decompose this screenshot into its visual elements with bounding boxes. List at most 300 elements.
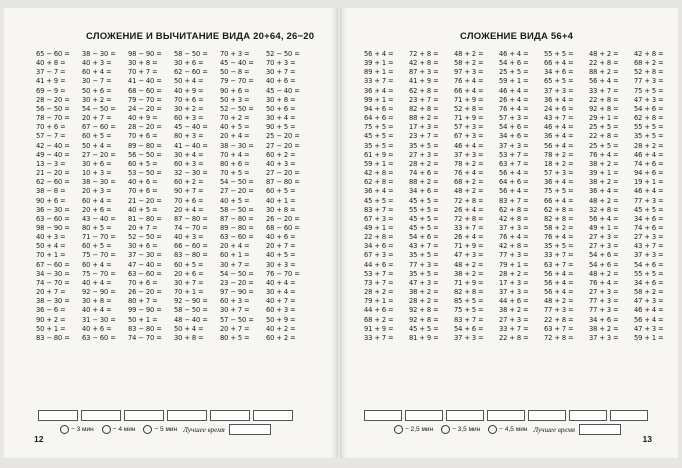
exercise-item: 45 + 5 = xyxy=(634,205,664,214)
exercise-item: 56 + 4 = xyxy=(499,187,529,196)
exercise-item: 57 + 3 = xyxy=(499,114,529,123)
exercise-item: 68 + 2 = xyxy=(634,59,664,68)
exercise-item: 26 + 4 = xyxy=(454,233,484,242)
exercise-item: 34 + 6 = xyxy=(634,214,664,223)
exercise-item: 52 − 50 = xyxy=(220,104,254,113)
exercise-item: 40 + 6 = xyxy=(128,178,158,187)
exercise-item: 35 + 5 = xyxy=(409,269,439,278)
exercise-item: 36 + 4 = xyxy=(544,95,574,104)
exercise-item: 74 − 70 = xyxy=(36,278,70,287)
exercise-item: 62 + 8 = xyxy=(544,205,574,214)
exercise-item: 52 − 50 = xyxy=(266,50,300,58)
exercise-item: 40 + 8 = xyxy=(36,59,66,68)
exercise-item: 68 + 2 = xyxy=(364,315,394,324)
exercise-item: 40 + 9 = xyxy=(128,114,158,123)
exercise-item: 77 + 3 = xyxy=(409,260,439,269)
exercise-item: 57 + 3 = xyxy=(544,169,574,178)
exercise-item: 70 + 2 = xyxy=(220,114,250,123)
exercise-item: 30 + 7 = xyxy=(174,278,204,287)
exercise-item: 36 − 30 = xyxy=(36,205,70,214)
exercise-item: 40 + 5 = xyxy=(220,123,250,132)
exercise-item: 46 + 4 = xyxy=(634,306,664,315)
exercise-item: 30 + 8 = xyxy=(266,205,296,214)
exercise-column xyxy=(364,50,409,343)
exercise-item: 20 + 7 = xyxy=(82,114,112,123)
exercise-item: 20 + 4 = xyxy=(220,242,250,251)
exercise-item: 58 + 2 = xyxy=(544,223,574,232)
exercise-item: 60 + 5 = xyxy=(128,159,158,168)
exercise-item: 21 − 20 = xyxy=(128,196,162,205)
time-answer-box[interactable] xyxy=(124,410,164,421)
exercise-item: 40 + 5 = xyxy=(128,205,158,214)
exercise-item: 46 + 4 = xyxy=(499,50,529,58)
exercise-item: 20 + 7 = xyxy=(266,242,296,251)
exercise-item: 48 + 2 = xyxy=(589,50,619,58)
exercise-item: 47 + 3 = xyxy=(634,95,664,104)
exercise-item: 33 + 7 = xyxy=(589,86,619,95)
legend-time-1: − 2,5 мин xyxy=(405,426,434,433)
exercise-item: 77 + 3 = xyxy=(589,306,619,315)
exercise-item: 27 + 3 = xyxy=(589,242,619,251)
exercise-item: 60 + 3 = xyxy=(174,159,204,168)
exercise-item: 25 + 5 = xyxy=(589,141,619,150)
exercise-item: 57 + 3 = xyxy=(454,123,484,132)
answer-boxes xyxy=(364,410,651,421)
exercise-item: 80 + 5 = xyxy=(220,333,250,342)
timing-legend xyxy=(392,424,621,435)
time-answer-box[interactable] xyxy=(81,410,121,421)
exercise-item: 32 − 30 = xyxy=(174,169,208,178)
exercise-item: 50 + 6 = xyxy=(266,104,296,113)
exercise-item: 36 − 6 = xyxy=(36,306,66,315)
exercise-item: 70 + 4 = xyxy=(220,150,250,159)
exercise-item: 62 − 60 = xyxy=(174,68,208,77)
exercise-item: 50 + 4 = xyxy=(82,141,112,150)
exercise-item: 63 − 60 = xyxy=(128,269,162,278)
time-answer-box[interactable] xyxy=(569,410,607,421)
exercise-item: 59 + 1 = xyxy=(364,159,394,168)
exercise-item: 27 − 20 = xyxy=(82,150,116,159)
exercise-item: 88 + 2 = xyxy=(409,178,439,187)
exercise-item: 55 + 5 = xyxy=(634,269,664,278)
exercise-item: 69 − 9 = xyxy=(36,86,66,95)
exercise-item: 74 + 6 = xyxy=(634,223,664,232)
exercise-item: 48 + 2 = xyxy=(454,50,484,58)
exercise-item: 89 − 80 = xyxy=(128,141,162,150)
exercise-item: 26 − 20 = xyxy=(128,288,162,297)
exercise-item: 40 + 6 = xyxy=(82,324,112,333)
exercise-item: 54 + 6 = xyxy=(499,123,529,132)
exercise-item: 71 + 9 = xyxy=(454,242,484,251)
exercise-item: 92 − 90 = xyxy=(82,288,116,297)
exercise-item: 70 + 1 = xyxy=(174,288,204,297)
exercise-item: 40 + 4 = xyxy=(266,278,296,287)
exercise-item: 38 + 2 = xyxy=(454,269,484,278)
legend-time-1: − 3 мин xyxy=(71,426,94,433)
exercise-item: 19 + 1 = xyxy=(634,178,664,187)
exercise-item: 52 − 50 = xyxy=(128,233,162,242)
exercise-item: 67 + 3 = xyxy=(364,251,394,260)
exercise-item: 92 − 90 = xyxy=(174,297,208,306)
best-time-label: Лучшее время xyxy=(533,425,576,434)
time-answer-box[interactable] xyxy=(167,410,207,421)
exercise-item: 30 + 6 = xyxy=(174,59,204,68)
exercise-item: 28 − 20 = xyxy=(36,95,70,104)
exercise-item: 26 + 4 = xyxy=(499,95,529,104)
exercise-item: 68 − 60 = xyxy=(128,86,162,95)
exercise-item: 62 + 8 = xyxy=(364,178,394,187)
exercise-item: 45 + 5 = xyxy=(409,196,439,205)
exercise-item: 90 + 6 = xyxy=(36,196,66,205)
exercise-item: 66 + 4 = xyxy=(544,196,574,205)
exercise-item: 33 + 7 = xyxy=(499,324,529,333)
exercise-item: 71 + 9 = xyxy=(454,95,484,104)
exercise-item: 30 + 4 = xyxy=(266,114,296,123)
smile-sad-icon xyxy=(488,425,497,434)
exercise-item: 65 + 5 = xyxy=(544,77,574,86)
exercise-item: 62 + 8 = xyxy=(409,86,439,95)
right-page xyxy=(340,8,678,458)
exercise-item: 33 + 7 = xyxy=(364,333,394,342)
exercise-item: 37 + 3 = xyxy=(544,86,574,95)
exercise-item: 67 − 60 = xyxy=(36,260,70,269)
smile-neutral-icon xyxy=(102,425,111,434)
exercise-item: 66 + 4 = xyxy=(544,59,574,68)
exercise-item: 48 + 2 = xyxy=(454,187,484,196)
exercise-item: 20 + 7 = xyxy=(36,288,66,297)
exercise-item: 34 − 30 = xyxy=(36,269,70,278)
exercise-item: 56 + 4 = xyxy=(589,214,619,223)
exercise-item: 70 + 6 = xyxy=(128,132,158,141)
time-answer-box[interactable] xyxy=(405,410,443,421)
exercise-item: 37 + 3 = xyxy=(499,223,529,232)
exercise-item: 35 + 5 = xyxy=(634,132,664,141)
exercise-item: 22 + 8 = xyxy=(589,95,619,104)
exercise-item: 74 − 70 = xyxy=(174,223,208,232)
exercise-item: 40 + 1 = xyxy=(266,196,296,205)
exercise-item: 42 + 8 = xyxy=(634,50,664,58)
exercise-item: 47 − 40 = xyxy=(128,260,162,269)
exercise-column xyxy=(220,50,266,343)
exercise-item: 34 + 6 = xyxy=(544,68,574,77)
exercise-item: 98 − 90 = xyxy=(128,50,162,58)
exercise-item: 66 + 4 = xyxy=(454,86,484,95)
exercise-item: 47 + 3 = xyxy=(409,278,439,287)
exercise-item: 44 + 6 = xyxy=(364,306,394,315)
exercise-item: 40 + 6 = xyxy=(266,233,296,242)
page-title: СЛОЖЕНИЕ И ВЫЧИТАНИЕ ВИДА 20+64, 26−20 xyxy=(86,31,315,42)
exercise-item: 27 − 20 = xyxy=(266,141,300,150)
exercise-item: 56 − 50 = xyxy=(128,150,162,159)
best-time-box[interactable] xyxy=(229,424,271,435)
exercise-item: 61 + 9 = xyxy=(364,150,394,159)
exercise-item: 91 + 9 = xyxy=(364,324,394,333)
exercise-item: 81 − 80 = xyxy=(128,214,162,223)
exercise-item: 33 + 7 = xyxy=(544,251,574,260)
exercise-item: 60 + 5 = xyxy=(266,187,296,196)
exercise-item: 30 + 7 = xyxy=(220,260,250,269)
exercise-item: 49 + 1 = xyxy=(589,223,619,232)
exercise-item: 79 + 1 = xyxy=(499,260,529,269)
exercise-item: 54 + 6 = xyxy=(409,233,439,242)
exercise-item: 22 + 8 = xyxy=(499,333,529,342)
exercise-item: 37 + 3 = xyxy=(454,150,484,159)
exercise-item: 45 − 40 = xyxy=(266,86,300,95)
exercise-item: 76 + 4 = xyxy=(589,278,619,287)
exercise-item: 36 + 4 = xyxy=(544,132,574,141)
exercise-item: 50 + 1 = xyxy=(128,315,158,324)
exercise-item: 34 + 6 = xyxy=(634,278,664,287)
exercise-item: 72 + 8 = xyxy=(454,196,484,205)
exercise-item: 70 + 6 = xyxy=(128,187,158,196)
exercise-item: 50 − 8 = xyxy=(220,68,250,77)
exercise-item: 28 + 2 = xyxy=(409,297,439,306)
exercise-item: 76 + 4 = xyxy=(589,150,619,159)
exercise-item: 28 − 20 = xyxy=(128,123,162,132)
exercise-item: 85 + 5 = xyxy=(454,297,484,306)
exercise-item: 75 + 5 = xyxy=(634,86,664,95)
exercise-item: 83 − 80 = xyxy=(174,251,208,260)
exercise-item: 55 + 5 = xyxy=(409,205,439,214)
exercise-item: 45 + 5 = xyxy=(364,196,394,205)
time-answer-box[interactable] xyxy=(610,410,648,421)
exercise-item: 78 + 2 = xyxy=(454,159,484,168)
exercise-item: 50 + 1 = xyxy=(36,324,66,333)
exercise-item: 92 + 8 = xyxy=(589,104,619,113)
exercise-item: 20 + 7 = xyxy=(220,324,250,333)
exercise-item: 38 − 8 = xyxy=(36,187,66,196)
exercise-item: 49 − 40 = xyxy=(36,150,70,159)
exercise-item: 75 + 5 = xyxy=(544,187,574,196)
exercise-item: 46 + 4 = xyxy=(634,150,664,159)
exercise-column xyxy=(174,50,220,343)
legend-time-2: − 3,5 мин xyxy=(452,426,481,433)
exercise-item: 28 + 2 = xyxy=(409,159,439,168)
exercise-item: 36 + 4 = xyxy=(364,187,394,196)
exercise-item: 37 + 3 = xyxy=(589,333,619,342)
exercise-item: 46 + 4 = xyxy=(634,187,664,196)
exercise-column xyxy=(454,50,499,343)
exercise-item: 27 + 3 = xyxy=(634,233,664,242)
exercise-item: 52 + 8 = xyxy=(454,104,484,113)
time-answer-box[interactable] xyxy=(528,410,566,421)
exercise-item: 71 + 9 = xyxy=(454,278,484,287)
exercise-item: 33 + 7 = xyxy=(454,223,484,232)
exercise-item: 79 − 70 = xyxy=(220,77,254,86)
exercise-item: 70 + 3 = xyxy=(220,50,250,58)
exercise-item: 30 − 7 = xyxy=(82,77,112,86)
exercise-item: 10 + 3 = xyxy=(82,169,112,178)
exercise-item: 52 + 8 = xyxy=(634,68,664,77)
exercise-item: 42 + 8 = xyxy=(499,242,529,251)
exercise-item: 35 + 5 = xyxy=(409,141,439,150)
exercise-item: 30 + 2 = xyxy=(174,104,204,113)
exercise-item: 65 − 60 = xyxy=(36,50,70,58)
exercise-item: 58 − 50 = xyxy=(174,50,208,58)
exercise-column xyxy=(266,50,312,343)
exercise-item: 80 + 6 = xyxy=(220,159,250,168)
exercise-item: 28 + 2 = xyxy=(364,288,394,297)
exercise-item: 67 + 3 = xyxy=(454,132,484,141)
exercise-item: 17 + 3 = xyxy=(499,278,529,287)
exercise-item: 30 + 6 = xyxy=(82,159,112,168)
exercise-item: 47 + 3 = xyxy=(454,251,484,260)
exercise-item: 90 + 6 = xyxy=(220,86,250,95)
exercise-item: 76 + 4 = xyxy=(544,233,574,242)
exercise-item: 54 − 50 = xyxy=(82,104,116,113)
exercise-item: 60 + 2 = xyxy=(266,150,296,159)
exercise-item: 80 + 5 = xyxy=(82,223,112,232)
exercise-item: 79 − 70 = xyxy=(128,95,162,104)
exercise-item: 70 + 1 = xyxy=(36,251,66,260)
exercise-item: 40 + 2 = xyxy=(266,324,296,333)
exercise-item: 75 + 5 = xyxy=(364,123,394,132)
page-number: 12 xyxy=(34,434,44,444)
exercise-item: 41 + 9 = xyxy=(409,77,439,86)
exercise-item: 67 − 60 = xyxy=(82,123,116,132)
exercise-item: 34 + 6 = xyxy=(409,187,439,196)
time-answer-box[interactable] xyxy=(446,410,484,421)
exercise-item: 48 + 2 = xyxy=(589,269,619,278)
exercise-item: 41 − 40 = xyxy=(128,77,162,86)
exercise-item: 54 − 50 = xyxy=(220,178,254,187)
exercise-item: 18 + 2 = xyxy=(544,159,574,168)
exercise-column xyxy=(589,50,634,343)
exercise-item: 40 + 4 = xyxy=(82,306,112,315)
exercise-item: 44 + 6 = xyxy=(364,260,394,269)
exercise-item: 80 + 7 = xyxy=(128,297,158,306)
exercise-item: 39 + 1 = xyxy=(364,59,394,68)
best-time-box[interactable] xyxy=(579,424,621,435)
legend-time-3: − 5 мин xyxy=(154,426,178,433)
exercise-item: 20 + 3 = xyxy=(82,187,112,196)
exercise-item: 38 − 30 = xyxy=(82,178,116,187)
exercise-column xyxy=(409,50,454,343)
exercise-item: 25 − 20 = xyxy=(266,132,300,141)
exercise-item: 38 + 2 = xyxy=(499,306,529,315)
exercise-item: 47 + 3 = xyxy=(634,324,664,333)
exercise-item: 62 + 8 = xyxy=(499,205,529,214)
exercise-item: 45 + 5 = xyxy=(364,132,394,141)
time-answer-box[interactable] xyxy=(38,410,78,421)
exercise-item: 60 + 5 = xyxy=(82,242,112,251)
exercise-item: 74 + 6 = xyxy=(634,159,664,168)
exercise-item: 13 − 3 = xyxy=(36,159,66,168)
exercise-grid xyxy=(36,50,312,343)
exercise-item: 76 + 4 = xyxy=(499,233,529,242)
exercise-item: 40 + 5 = xyxy=(266,251,296,260)
exercise-item: 30 + 4 = xyxy=(174,150,204,159)
exercise-item: 29 + 1 = xyxy=(589,114,619,123)
exercise-item: 28 + 2 = xyxy=(499,269,529,278)
exercise-item: 21 − 20 = xyxy=(36,169,70,178)
exercise-item: 81 + 9 = xyxy=(409,333,439,342)
exercise-item: 23 − 20 = xyxy=(220,278,254,287)
exercise-item: 25 + 5 = xyxy=(589,123,619,132)
exercise-item: 38 + 2 = xyxy=(589,159,619,168)
exercise-item: 70 + 5 = xyxy=(220,169,250,178)
exercise-item: 58 + 2 = xyxy=(454,59,484,68)
exercise-item: 70 + 6 = xyxy=(128,278,158,287)
exercise-item: 64 + 6 = xyxy=(499,178,529,187)
time-answer-box[interactable] xyxy=(253,410,293,421)
exercise-item: 63 − 60 = xyxy=(220,233,254,242)
page-number: 13 xyxy=(642,434,652,444)
exercise-item: 87 − 80 = xyxy=(266,178,300,187)
exercise-item: 45 + 5 = xyxy=(409,214,439,223)
smile-neutral-icon xyxy=(441,425,450,434)
exercise-item: 45 + 5 = xyxy=(409,223,439,232)
exercise-item: 83 + 7 = xyxy=(454,315,484,324)
exercise-item: 67 + 3 = xyxy=(364,214,394,223)
smile-happy-icon xyxy=(394,425,403,434)
exercise-item: 99 − 90 = xyxy=(128,306,162,315)
time-answer-box[interactable] xyxy=(364,410,402,421)
exercise-item: 38 − 30 = xyxy=(82,50,116,58)
exercise-item: 27 − 20 = xyxy=(220,187,254,196)
exercise-item: 48 + 2 = xyxy=(454,260,484,269)
time-answer-box[interactable] xyxy=(487,410,525,421)
exercise-item: 57 − 50 = xyxy=(220,315,254,324)
exercise-item: 42 + 8 = xyxy=(364,169,394,178)
exercise-item: 37 + 3 = xyxy=(634,251,664,260)
exercise-item: 33 + 7 = xyxy=(364,77,394,86)
exercise-item: 77 + 3 = xyxy=(634,196,664,205)
exercise-item: 76 + 4 = xyxy=(499,104,529,113)
exercise-item: 83 − 80 = xyxy=(128,324,162,333)
exercise-item: 45 − 40 = xyxy=(220,59,254,68)
exercise-item: 40 + 3 = xyxy=(266,159,296,168)
exercise-item: 88 + 2 = xyxy=(589,68,619,77)
exercise-item: 27 + 3 = xyxy=(589,288,619,297)
exercise-item: 20 + 4 = xyxy=(220,132,250,141)
exercise-item: 70 + 6 = xyxy=(174,95,204,104)
exercise-item: 82 + 8 = xyxy=(454,288,484,297)
exercise-item: 60 + 2 = xyxy=(174,178,204,187)
exercise-item: 63 + 7 = xyxy=(544,260,574,269)
exercise-item: 60 + 4 = xyxy=(82,260,112,269)
exercise-item: 43 + 7 = xyxy=(409,242,439,251)
exercise-item: 34 + 6 = xyxy=(499,132,529,141)
exercise-item: 40 + 9 = xyxy=(174,86,204,95)
exercise-item: 38 + 2 = xyxy=(589,324,619,333)
exercise-item: 75 + 5 = xyxy=(454,306,484,315)
exercise-item: 92 + 8 = xyxy=(409,306,439,315)
exercise-item: 50 + 4 = xyxy=(36,242,66,251)
exercise-item: 20 + 4 = xyxy=(174,205,204,214)
exercise-item: 38 − 30 = xyxy=(220,141,254,150)
exercise-item: 55 + 5 = xyxy=(544,50,574,58)
exercise-item: 36 + 4 = xyxy=(364,86,394,95)
exercise-item: 40 + 5 = xyxy=(220,196,250,205)
exercise-item: 54 + 6 = xyxy=(499,59,529,68)
exercise-item: 60 + 4 = xyxy=(82,68,112,77)
exercise-item: 30 + 3 = xyxy=(266,260,296,269)
exercise-item: 47 + 3 = xyxy=(634,297,664,306)
exercise-item: 53 + 7 = xyxy=(364,269,394,278)
exercise-item: 20 + 6 = xyxy=(82,205,112,214)
exercise-item: 90 + 2 = xyxy=(36,315,66,324)
time-answer-box[interactable] xyxy=(210,410,250,421)
exercise-item: 63 − 60 = xyxy=(36,214,70,223)
exercise-item: 40 + 3 = xyxy=(82,59,112,68)
exercise-item: 45 + 5 = xyxy=(409,324,439,333)
exercise-item: 34 + 6 = xyxy=(364,242,394,251)
exercise-item: 60 + 5 = xyxy=(82,132,112,141)
exercise-item: 89 + 1 = xyxy=(364,68,394,77)
exercise-item: 50 + 6 = xyxy=(82,86,112,95)
exercise-item: 53 + 7 = xyxy=(499,150,529,159)
